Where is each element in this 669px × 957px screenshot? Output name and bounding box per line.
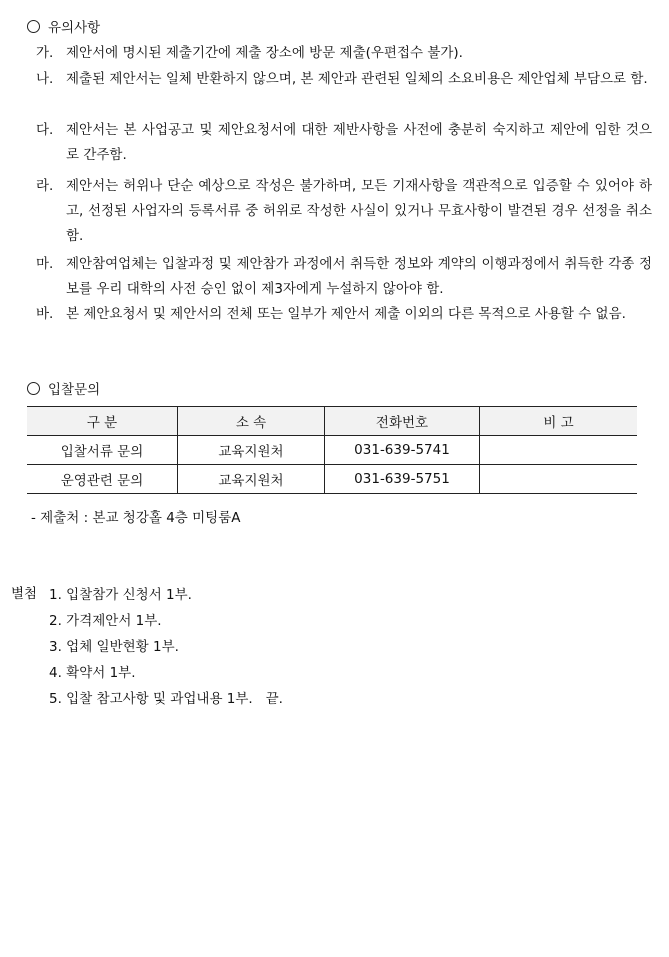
table-row	[27, 436, 637, 465]
attachments-list	[49, 582, 283, 712]
item-text: 제안서는 본 사업공고 및 제안요청서에 대한 제반사항을 사전에 충분히 숙지하고 제안에 임한 것으로 간주함.	[66, 122, 652, 163]
table-row	[27, 465, 637, 494]
item-text: 제출된 제안서는 일체 반환하지 않으며, 본 제안과 관련된 일체의 소요비용은 제안업체 부담으로 함.	[66, 71, 648, 87]
table-header-row	[27, 407, 637, 436]
item-label: 라.	[36, 178, 54, 194]
attachment-item: 4. 확약서 1부.	[49, 665, 136, 681]
cell-department: 교육지원처	[178, 436, 325, 465]
cell-phone: 031-639-5741	[325, 436, 480, 465]
item-text: 제안서에 명시된 제출기간에 제출 장소에 방문 제출(우편접수 불가).	[66, 45, 463, 61]
cell-category: 입찰서류 문의	[27, 436, 178, 465]
cell-phone: 031-639-5751	[325, 465, 480, 494]
attachments-label: 별첨	[11, 586, 38, 602]
attachment-item: 3. 업체 일반현황 1부.	[49, 639, 179, 655]
circle-bullet-icon	[27, 20, 40, 33]
item-label: 바.	[36, 306, 54, 322]
notice-item	[36, 252, 652, 302]
notice-item	[36, 302, 652, 327]
cell-department: 교육지원처	[178, 465, 325, 494]
item-label: 마.	[36, 256, 54, 272]
item-label: 다.	[36, 122, 54, 138]
header-remarks: 비 고	[480, 407, 638, 436]
notes-section-title: 유의사항	[27, 16, 100, 36]
cell-category: 운영관련 문의	[27, 465, 178, 494]
attachment-item: 5. 입찰 참고사항 및 과업내용 1부. 끝.	[49, 691, 283, 707]
cell-remarks	[480, 436, 638, 465]
attachment-item: 2. 가격제안서 1부.	[49, 613, 162, 629]
inquiry-table	[27, 406, 637, 494]
cell-remarks	[480, 465, 638, 494]
item-label: 나.	[36, 71, 54, 87]
submission-location-note: - 제출처 : 본교 청강홀 4층 미팅룸A	[31, 510, 241, 526]
circle-bullet-icon	[27, 382, 40, 395]
inquiry-section-title: 입찰문의	[27, 378, 100, 398]
item-text: 제안참여업체는 입찰과정 및 제안참가 과정에서 취득한 정보와 계약의 이행과정에서 취득한 각종 정보를 우리 대학의 사전 승인 없이 제3자에게 누설하지 않아야 함.	[66, 256, 652, 297]
notice-item	[36, 174, 652, 249]
item-text: 제안서는 허위나 단순 예상으로 작성은 불가하며, 모든 기재사항을 객관적으로 입증할 수 있어야 하고, 선정된 사업자의 등록서류 중 허위로 작성한 사실이 있거나 무효사항이 발견된 경우 선정을 취소함.	[66, 178, 652, 244]
notice-item	[36, 67, 652, 92]
item-label: 가.	[36, 45, 54, 61]
item-text: 본 제안요청서 및 제안서의 전체 또는 일부가 제안서 제출 이외의 다른 목적으로 사용할 수 없음.	[66, 306, 626, 322]
notice-item	[36, 118, 652, 168]
header-department: 소 속	[178, 407, 325, 436]
header-category: 구 분	[27, 407, 178, 436]
attachment-item: 1. 입찰참가 신청서 1부.	[49, 587, 192, 603]
header-phone: 전화번호	[325, 407, 480, 436]
notice-item	[36, 41, 652, 66]
